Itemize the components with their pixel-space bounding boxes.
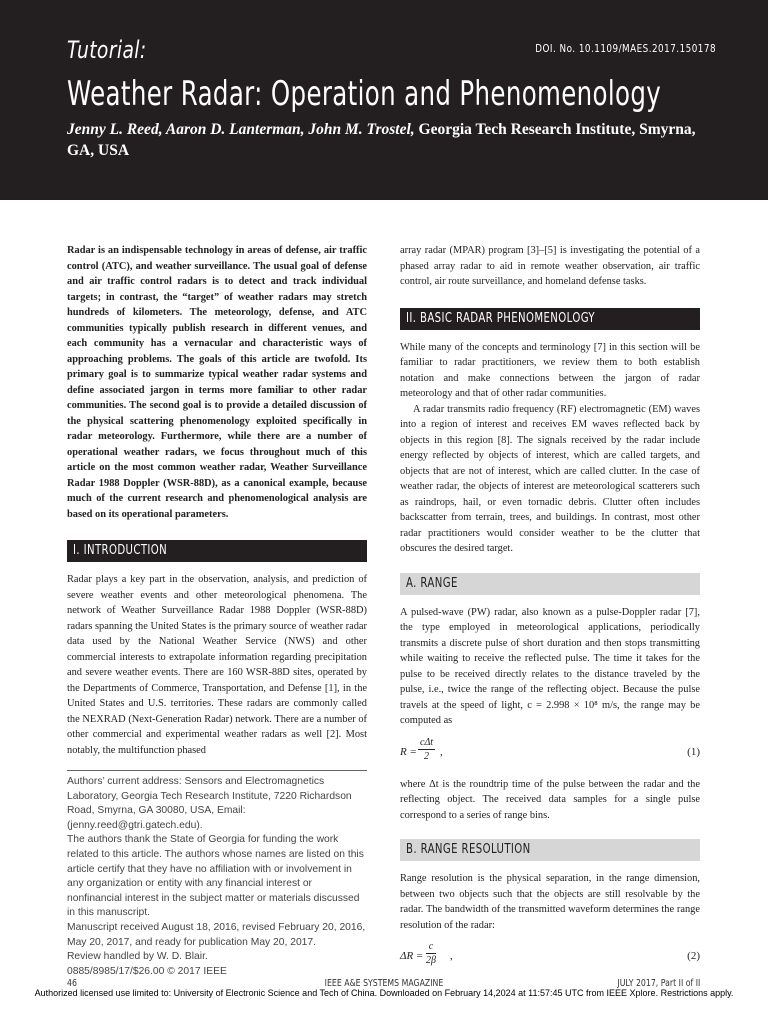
introduction-paragraph: Radar plays a key part in the observation, analysis, and prediction of severe weather events and other meteorological phenomena. The network of Weather Surveillance Radar 1988 Doppler (WSR-88D) radars spanning the United States is the primary source of weather radar data used by the National Weather Service (NWS) and other commercial interests to extrapolate information regarding precipitation and severe weather events. There are 160 WSR-88D sites, operated by the Departments of Commerce, Transportation, and Defense [1], in the United States and U.S. territories. These radars are commonly called the NEXRAD (Next-Generation Radar) network. There are a number of other commercial and experimental weather radars as well [2]. Most notably, the multifunction phased — [67, 574, 367, 756]
equation-2 — [400, 941, 700, 971]
footnote-received: Manuscript received August 18, 2016, revised February 20, 2016, May 20, 2017, and ready for publication May 20, 2017. — [67, 921, 366, 948]
author-footnote — [67, 770, 367, 979]
magazine-name: IEEE A&E SYSTEMS MAGAZINE — [324, 978, 444, 989]
author-line — [67, 119, 717, 161]
introduction-continuation: array radar (MPAR) program [3]–[5] is investigating the potential of a phased array radar to aid in remote weather observation, air traffic control, air route surveillance, and homeland defense tasks. — [400, 245, 700, 287]
range-after-paragraph: where Δt is the roundtrip time of the pulse between the radar and the reflecting object. The received data samples for a single pulse correspond to a series of range bins. — [400, 778, 700, 821]
basic-paragraph-1: While many of the concepts and terminology [7] in this section will be familiar to radar practitioners, we review them to both establish notation and make connections between the jargon of radar meteorology and that of other radar communities. — [400, 341, 700, 399]
equation-numerator: c — [426, 941, 436, 954]
issue-label: JULY 2017, Part II of II — [617, 978, 700, 989]
right-column — [400, 243, 700, 981]
section-heading-introduction — [67, 540, 367, 562]
equation-tail: , — [450, 950, 453, 962]
equation-number: (1) — [687, 745, 700, 758]
equation-fraction — [426, 941, 436, 967]
equation-lhs: ΔR = — [400, 950, 424, 962]
equation-number: (2) — [687, 950, 700, 962]
article-header — [0, 0, 768, 200]
basic-paragraph-2: A radar transmits radio frequency (RF) electromagnetic (EM) waves into a region of interest and receives EM waves reflected back by objects in this region [8]. The signals received by the radar include energy reflected by objects of interest, which are called targets, and objects that are not of interest, which are called clutter. In the case of weather radar, the objects of interest are meteorological scatterers such as raindrops, hail, or even tornadic debris. Clutter often includes backscatter from terrain, trees, and buildings. In contrast, most other radar practitioners would consider weather to be the clutter that obscures the desired target. — [400, 403, 700, 554]
author-affiliation: Georgia Tech Research Institute, Smyrna, GA, USA — [67, 121, 696, 159]
equation-denominator: 2 — [424, 750, 430, 762]
doi-label[interactable]: DOI. No. 10.1109/MAES.2017.150178 — [535, 42, 716, 55]
abstract: Radar is an indispensable technology in areas of defense, air traffic control (ATC), and weather surveillance. The usual goal of defense and air traffic control radars is to detect and track individual targets; in contrast, the “target” of weather radars may stretch hundreds of kilometers. The meteorology, defense, and ATC communities typically publish research in different venues, and each community has a vernacular and characteristic ways of approaching problems. The goals of this article are twofold. Its primary goal is to summarize typical weather radar systems and define associated jargon in terms more familiar to other radar communities. The second goal is to provide a detailed discussion of the physical scattering phenomenology exploited specifically in radar meteorology. Furthermore, while there are a number of operational weather radars, we focus throughout much of this article on the most common weather radar, Weather Surveillance Radar 1988 Doppler (WSR-88D), as a canonical example, because much of the current research and phenomenological analysis are based on its operational parameters. — [67, 245, 367, 520]
footnote-address: Authors’ current address: Sensors and Electromagnetics Laboratory, Georgia Tech Research Institute, 7220 Richardson Road, Smyrna, GA 30080, USA, Email: (jenny.reed@gtri.gatech.edu). — [67, 776, 352, 831]
resolution-paragraph: Range resolution is the physical separation, in the range dimension, between two objects such that the objects are still resolvable by the radar. The bandwidth of the transmitted waveform determines the range resolution of the radar: — [400, 873, 700, 931]
equation-denominator: 2β — [426, 955, 436, 966]
range-paragraph: A pulsed-wave (PW) radar, also known as a pulse-Doppler radar [7], the type employed in meteorological applications, periodically transmits a discrete pulse of short duration and then stops transmitting while waiting to receive the reflected pulse. The time it takes for the pulse to be received directly relates to the distance traveled by the pulse, i.e., twice the range of the reflecting object. Because the pulse travels at the speed of light, c = 2.998 × 10⁸ m/s, the range may be computed as — [400, 606, 700, 726]
equation-tail: , — [440, 745, 443, 758]
author-names: Jenny L. Reed, Aaron D. Lanterman, John M. Trostel, — [67, 121, 415, 138]
section-heading-label: II. BASIC RADAR PHENOMENOLOGY — [406, 310, 596, 326]
article-kicker: Tutorial: — [67, 36, 147, 64]
subsection-heading-range-resolution — [400, 839, 700, 861]
equation-fraction — [418, 737, 435, 763]
left-column — [67, 243, 367, 758]
subsection-heading-range — [400, 573, 700, 595]
subsection-heading-label: A. RANGE — [406, 575, 458, 591]
license-notice: Authorized licensed use limited to: University of Electronic Science and Tech of China. Downloaded on February 14,2024 at 11:57:45 UTC from IEEE Xplore. Restrictions apply. — [34, 988, 734, 998]
article-title: Weather Radar: Operation and Phenomenology — [67, 74, 662, 114]
equation-lhs: R = — [400, 745, 417, 758]
section-heading-label: I. INTRODUCTION — [73, 543, 168, 558]
footnote-handled: Review handled by W. D. Blair. — [67, 951, 208, 963]
equation-1 — [400, 737, 700, 767]
footnote-code: 0885/8985/17/$26.00 © 2017 IEEE — [67, 965, 227, 977]
page-number: 46 — [67, 978, 77, 989]
subsection-heading-label: B. RANGE RESOLUTION — [406, 842, 531, 857]
section-heading-basic-phenomenology — [400, 308, 700, 330]
footnote-thanks: The authors thank the State of Georgia for funding the work related to this article. The authors whose names are listed on this article certify that they have no affiliation with or involvement in any organization or entity with any financial interest or nonfinancial interest in the subject matter or materials discussed in this manuscript. — [67, 834, 364, 919]
equation-numerator: cΔt — [420, 736, 434, 748]
